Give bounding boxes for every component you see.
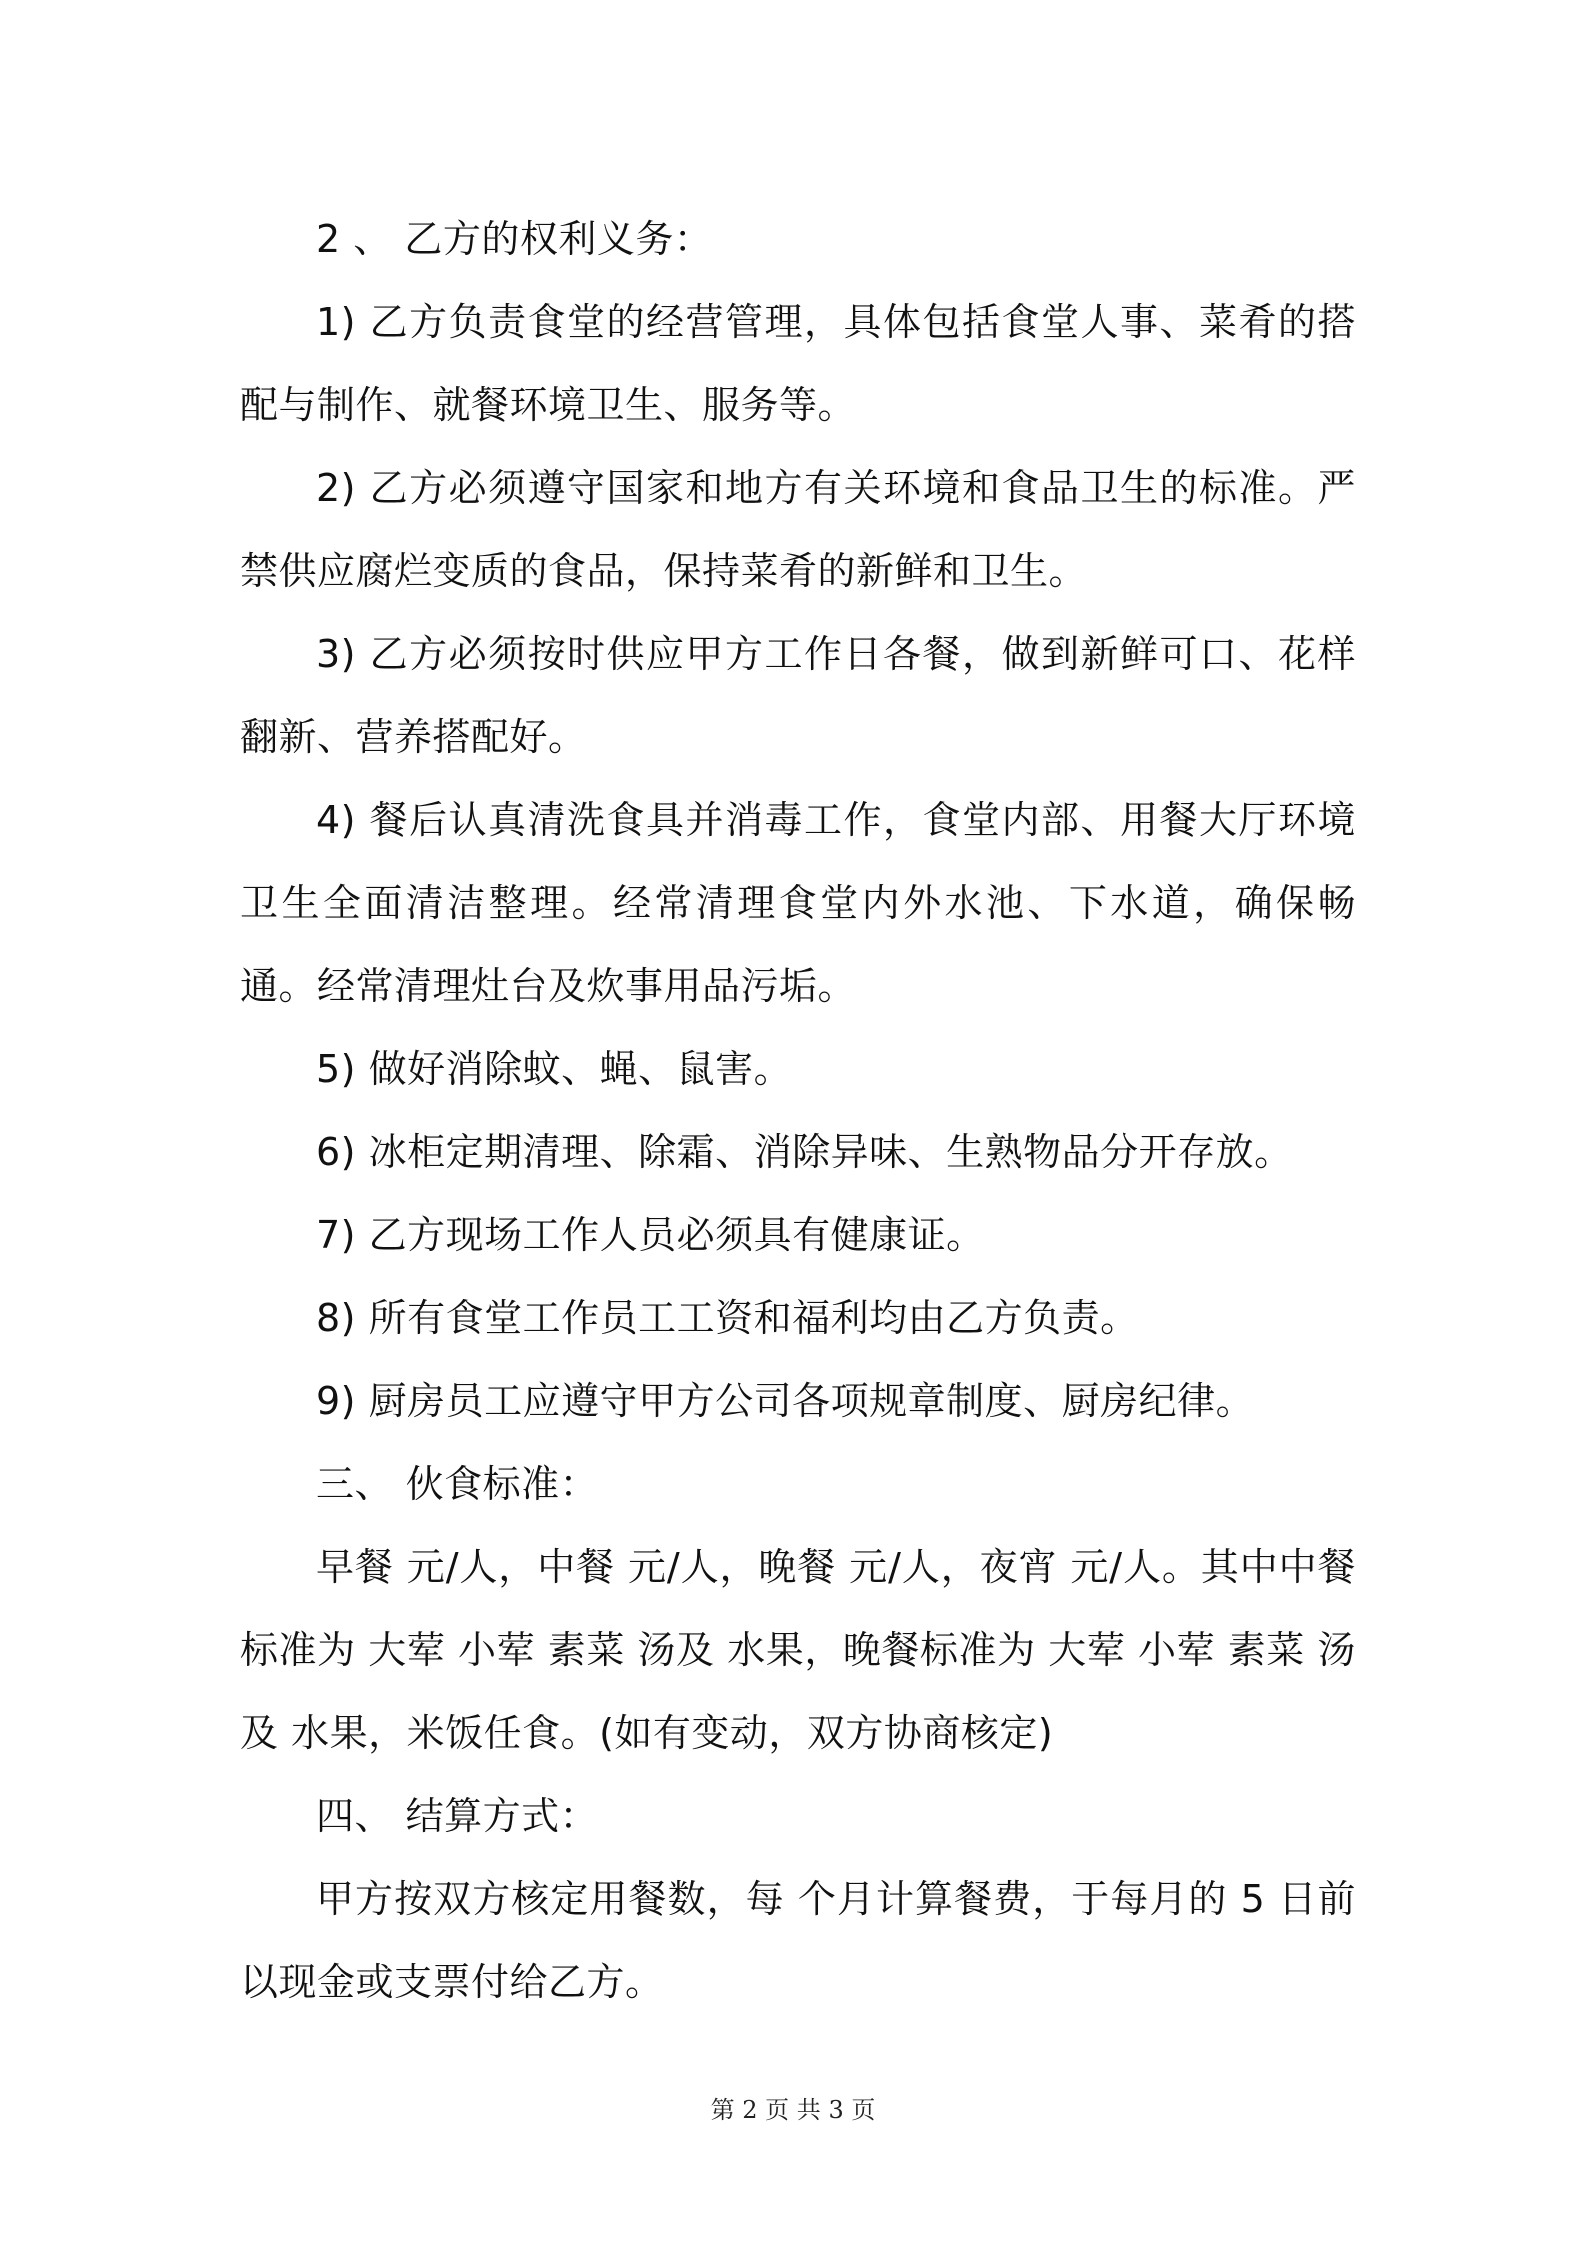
heading-settlement: 四、 结算方式： xyxy=(316,1794,599,1838)
page-number-footer: 第 2 页 共 3 页 xyxy=(710,2096,876,2124)
heading-meal-standard: 三、 伙食标准： xyxy=(316,1462,599,1506)
clause-5: 5) 做好消除蚊、蝇、鼠害。 xyxy=(316,1047,793,1091)
clause-2: 2) 乙方必须遵守国家和地方有关环境和食品卫生的标准。严禁供应腐烂变质的食品，保持菜肴的新鲜和卫生。 xyxy=(240,466,1356,593)
settlement-text: 甲方按双方核定用餐数，每 个月计算餐费，于每月的 5 日前以现金或支票付给乙方。 xyxy=(240,1877,1356,2004)
document-body xyxy=(240,198,1356,2024)
clause-3: 3) 乙方必须按时供应甲方工作日各餐，做到新鲜可口、花样翻新、营养搭配好。 xyxy=(240,632,1356,759)
meal-standard-text: 早餐 元/人，中餐 元/人，晚餐 元/人，夜宵 元/人。其中中餐标准为 大荤 小荤 素菜 汤及 水果，晚餐标准为 大荤 小荤 素菜 汤及 水果，米饭任食。(如有变动，双方协商核定) xyxy=(240,1545,1356,1755)
clause-8: 8) 所有食堂工作员工工资和福利均由乙方负责。 xyxy=(316,1296,1139,1340)
clause-7: 7) 乙方现场工作人员必须具有健康证。 xyxy=(316,1213,985,1257)
clause-4: 4) 餐后认真清洗食具并消毒工作，食堂内部、用餐大厅环境卫生全面清洁整理。经常清理食堂内外水池、下水道，确保畅通。经常清理灶台及炊事用品污垢。 xyxy=(240,798,1356,1008)
clause-9: 9) 厨房员工应遵守甲方公司各项规章制度、厨房纪律。 xyxy=(316,1379,1255,1423)
clause-1: 1) 乙方负责食堂的经营管理，具体包括食堂人事、菜肴的搭配与制作、就餐环境卫生、服务等。 xyxy=(240,300,1356,427)
heading-party-b-rights: 2 、 乙方的权利义务： xyxy=(316,217,713,261)
clause-6: 6) 冰柜定期清理、除霜、消除异味、生熟物品分开存放。 xyxy=(316,1130,1293,1174)
